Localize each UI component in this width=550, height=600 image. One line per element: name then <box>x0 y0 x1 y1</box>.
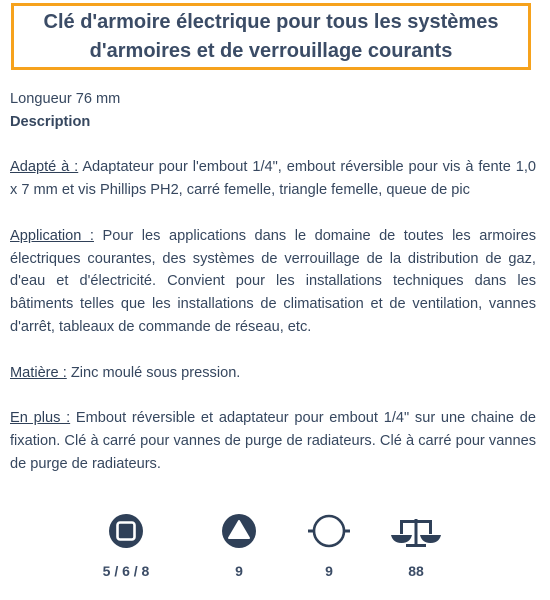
icon-column-circle <box>289 513 369 579</box>
circle-key-icon <box>307 513 351 549</box>
icon-value: 5 / 6 / 8 <box>102 563 150 579</box>
icon-value: 9 <box>325 563 333 579</box>
square-key-icon <box>108 513 144 549</box>
section-label: En plus : <box>10 410 71 427</box>
title-box <box>11 3 531 70</box>
section-adapte <box>10 156 536 202</box>
icon-column-square <box>86 513 166 579</box>
section-text: Embout réversible et adaptateur pour embout 1/4" sur une chaine de fixation. Clé à carré pour vannes de purge de radiateurs. Clé à carré pour vannes de purge de radiateurs. <box>10 410 536 472</box>
triangle-key-icon <box>221 513 257 549</box>
section-label: Application : <box>10 227 94 244</box>
product-description <box>10 88 536 476</box>
section-label: Adapté à : <box>10 159 79 176</box>
section-matiere <box>10 362 536 385</box>
product-title: Clé d'armoire électrique pour tous les systèmes d'armoires et de verrouillage courants <box>43 10 499 62</box>
key-profile-icons <box>0 513 550 593</box>
section-text: Pour les applications dans le domaine de toutes les armoires électriques courantes, des systèmes de verrouillage de la distribution de gaz, d'eau et d'électricité. Convient pour les installations techniques dans les bâtiments telles que les installations de climatisation et de ventilation, vannes d'arrêt, tableaux de commande de réseau, etc. <box>10 227 536 335</box>
description-heading: Description <box>10 113 91 130</box>
section-label: Matière : <box>10 364 67 381</box>
section-text: Zinc moulé sous pression. <box>66 364 241 381</box>
icon-column-double-bit <box>376 513 456 579</box>
section-en-plus <box>10 407 536 475</box>
section-application <box>10 225 536 339</box>
length-text: Longueur 76 mm <box>10 91 121 107</box>
double-bit-key-icon <box>388 513 444 549</box>
section-text: Adaptateur pour l'embout 1/4", embout réversible pour vis à fente 1,0 x 7 mm et vis Phillips PH2, carré femelle, triangle femelle, queue de pic <box>10 159 536 199</box>
icon-column-triangle <box>199 513 279 579</box>
icon-value: 9 <box>235 563 243 579</box>
icon-value: 88 <box>408 563 424 579</box>
